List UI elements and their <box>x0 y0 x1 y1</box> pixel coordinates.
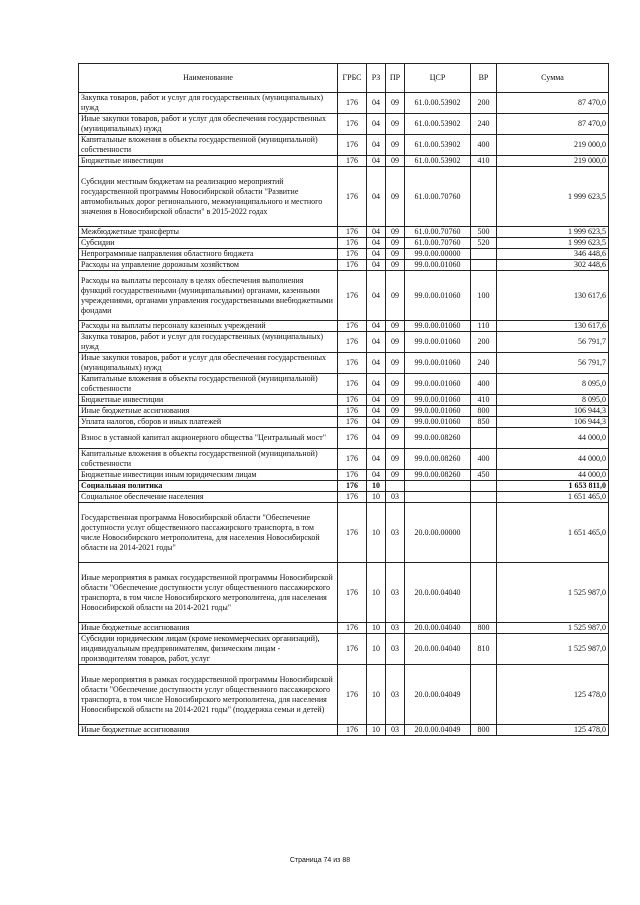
cell-rz: 04 <box>367 249 386 260</box>
cell-pr: 09 <box>386 470 405 481</box>
cell-csr: 99.0.00.01060 <box>405 406 471 417</box>
cell-csr: 61.0.00.70760 <box>405 238 471 249</box>
cell-pr: 03 <box>386 492 405 503</box>
cell-pr: 09 <box>386 321 405 332</box>
table-row <box>79 156 609 167</box>
cell-pr: 03 <box>386 665 405 725</box>
cell-vr <box>471 249 497 260</box>
cell-sum: 87 470,0 <box>497 114 609 135</box>
cell-grbs: 176 <box>338 449 367 470</box>
cell-pr: 03 <box>386 563 405 623</box>
table-row <box>79 449 609 470</box>
cell-name: Бюджетные инвестиции иным юридическим лицам <box>79 470 338 481</box>
table-row <box>79 238 609 249</box>
cell-pr: 09 <box>386 135 405 156</box>
cell-rz: 04 <box>367 238 386 249</box>
cell-name: Закупка товаров, работ и услуг для государственных (муниципальных) нужд <box>79 93 338 114</box>
cell-grbs: 176 <box>338 374 367 395</box>
cell-vr <box>471 481 497 492</box>
cell-sum: 1 999 623,5 <box>497 227 609 238</box>
cell-pr: 09 <box>386 167 405 227</box>
budget-table <box>78 63 609 736</box>
cell-name: Субсидии юридическим лицам (кроме некоммерческих организаций), индивидуальным предпринимателям, физическим лицам - производителям товаров, работ, услуг <box>79 634 338 665</box>
cell-sum: 1 999 623,5 <box>497 167 609 227</box>
cell-sum: 130 617,6 <box>497 271 609 321</box>
header-grbs: ГРБС <box>338 64 367 93</box>
cell-sum: 1 653 811,0 <box>497 481 609 492</box>
cell-rz: 04 <box>367 395 386 406</box>
table-row <box>79 321 609 332</box>
cell-rz: 04 <box>367 156 386 167</box>
cell-name: Иные мероприятия в рамках государственной программы Новосибирской области "Обеспечение доступности услуг общественного пассажирского транспорта, в том числе Новосибирского метрополитена, для населения Новосибирской области на 2014-2021 годы" <box>79 563 338 623</box>
cell-sum: 1 525 987,0 <box>497 563 609 623</box>
cell-vr: 410 <box>471 395 497 406</box>
cell-rz: 10 <box>367 665 386 725</box>
header-sum: Сумма <box>497 64 609 93</box>
table-row <box>79 260 609 271</box>
cell-pr: 09 <box>386 395 405 406</box>
cell-sum: 87 470,0 <box>497 93 609 114</box>
header-csr: ЦСР <box>405 64 471 93</box>
cell-grbs: 176 <box>338 481 367 492</box>
page-number: Страница 74 из 88 <box>289 857 351 864</box>
cell-csr: 99.0.00.01060 <box>405 395 471 406</box>
cell-pr: 09 <box>386 156 405 167</box>
cell-grbs: 176 <box>338 492 367 503</box>
cell-name: Иные бюджетные ассигнования <box>79 623 338 634</box>
table-row <box>79 503 609 563</box>
cell-pr: 09 <box>386 114 405 135</box>
cell-csr: 20.0.00.00000 <box>405 503 471 563</box>
cell-csr: 61.0.00.53902 <box>405 93 471 114</box>
cell-rz: 04 <box>367 470 386 481</box>
cell-sum: 125 478,0 <box>497 725 609 736</box>
cell-pr: 09 <box>386 227 405 238</box>
cell-csr: 99.0.00.00000 <box>405 249 471 260</box>
header-name: Наименование <box>79 64 338 93</box>
table-row <box>79 417 609 428</box>
cell-vr: 100 <box>471 271 497 321</box>
cell-name: Социальное обеспечение населения <box>79 492 338 503</box>
header-pr: ПР <box>386 64 405 93</box>
cell-vr: 400 <box>471 449 497 470</box>
table-row <box>79 249 609 260</box>
cell-csr: 99.0.00.01060 <box>405 260 471 271</box>
cell-grbs: 176 <box>338 725 367 736</box>
cell-csr: 61.0.00.53902 <box>405 114 471 135</box>
table-header-row <box>79 64 609 93</box>
cell-csr: 99.0.00.08260 <box>405 470 471 481</box>
cell-vr <box>471 167 497 227</box>
cell-rz: 04 <box>367 135 386 156</box>
cell-vr: 500 <box>471 227 497 238</box>
cell-vr: 800 <box>471 623 497 634</box>
table-row <box>79 634 609 665</box>
cell-rz: 04 <box>367 260 386 271</box>
cell-csr: 99.0.00.01060 <box>405 271 471 321</box>
table-row <box>79 227 609 238</box>
cell-csr: 61.0.00.53902 <box>405 156 471 167</box>
cell-rz: 10 <box>367 503 386 563</box>
cell-pr: 03 <box>386 725 405 736</box>
cell-name: Субсидии <box>79 238 338 249</box>
cell-rz: 04 <box>367 271 386 321</box>
cell-name: Уплата налогов, сборов и иных платежей <box>79 417 338 428</box>
cell-csr: 20.0.00.04040 <box>405 563 471 623</box>
cell-csr: 99.0.00.01060 <box>405 353 471 374</box>
cell-pr: 09 <box>386 271 405 321</box>
cell-sum: 1 999 623,5 <box>497 238 609 249</box>
cell-rz: 04 <box>367 227 386 238</box>
cell-csr: 99.0.00.08260 <box>405 449 471 470</box>
cell-sum: 106 944,3 <box>497 406 609 417</box>
cell-csr <box>405 492 471 503</box>
cell-grbs: 176 <box>338 321 367 332</box>
cell-grbs: 176 <box>338 395 367 406</box>
header-rz: РЗ <box>367 64 386 93</box>
cell-name: Непрограммные направления областного бюджета <box>79 249 338 260</box>
cell-rz: 04 <box>367 114 386 135</box>
cell-pr: 09 <box>386 374 405 395</box>
cell-csr: 20.0.00.04049 <box>405 665 471 725</box>
cell-grbs: 176 <box>338 227 367 238</box>
table-row <box>79 470 609 481</box>
cell-name: Бюджетные инвестиции <box>79 156 338 167</box>
cell-grbs: 176 <box>338 114 367 135</box>
cell-grbs: 176 <box>338 503 367 563</box>
table-row <box>79 135 609 156</box>
cell-sum: 56 791,7 <box>497 332 609 353</box>
cell-rz: 04 <box>367 428 386 449</box>
cell-vr: 400 <box>471 374 497 395</box>
cell-rz: 10 <box>367 481 386 492</box>
table-row <box>79 725 609 736</box>
cell-sum: 1 651 465,0 <box>497 492 609 503</box>
cell-vr: 810 <box>471 634 497 665</box>
cell-sum: 125 478,0 <box>497 665 609 725</box>
cell-name: Иные закупки товаров, работ и услуг для обеспечения государственных (муниципальных) нужд <box>79 114 338 135</box>
cell-sum: 8 095,0 <box>497 374 609 395</box>
cell-sum: 1 651 465,0 <box>497 503 609 563</box>
table-row <box>79 665 609 725</box>
table-row <box>79 481 609 492</box>
cell-grbs: 176 <box>338 167 367 227</box>
cell-pr: 09 <box>386 449 405 470</box>
cell-vr: 800 <box>471 725 497 736</box>
cell-pr: 03 <box>386 634 405 665</box>
cell-grbs: 176 <box>338 93 367 114</box>
cell-rz: 04 <box>367 332 386 353</box>
cell-sum: 346 448,6 <box>497 249 609 260</box>
cell-grbs: 176 <box>338 135 367 156</box>
cell-rz: 04 <box>367 374 386 395</box>
cell-rz: 10 <box>367 492 386 503</box>
table-row <box>79 428 609 449</box>
cell-vr: 850 <box>471 417 497 428</box>
cell-rz: 04 <box>367 321 386 332</box>
cell-sum: 219 000,0 <box>497 135 609 156</box>
cell-vr: 200 <box>471 332 497 353</box>
cell-csr: 99.0.00.01060 <box>405 417 471 428</box>
cell-vr: 200 <box>471 93 497 114</box>
cell-name: Расходы на выплаты персоналу в целях обеспечения выполнения функций государственными (муниципальными) органами, казенными учреждениями, органами управления государственными внебюджетными фондами <box>79 271 338 321</box>
cell-sum: 44 000,0 <box>497 470 609 481</box>
table-row <box>79 93 609 114</box>
cell-grbs: 176 <box>338 406 367 417</box>
cell-pr: 09 <box>386 417 405 428</box>
cell-pr: 03 <box>386 503 405 563</box>
cell-csr: 61.0.00.70760 <box>405 167 471 227</box>
table-row <box>79 353 609 374</box>
table-row <box>79 492 609 503</box>
cell-sum: 130 617,6 <box>497 321 609 332</box>
cell-grbs: 176 <box>338 156 367 167</box>
table-row <box>79 374 609 395</box>
cell-vr: 800 <box>471 406 497 417</box>
cell-rz: 10 <box>367 725 386 736</box>
cell-sum: 106 944,3 <box>497 417 609 428</box>
table-row <box>79 563 609 623</box>
cell-pr: 09 <box>386 332 405 353</box>
cell-vr: 240 <box>471 114 497 135</box>
cell-name: Иные бюджетные ассигнования <box>79 725 338 736</box>
cell-grbs: 176 <box>338 249 367 260</box>
table-row <box>79 114 609 135</box>
cell-vr <box>471 503 497 563</box>
cell-csr: 99.0.00.01060 <box>405 332 471 353</box>
cell-grbs: 176 <box>338 470 367 481</box>
cell-pr: 03 <box>386 623 405 634</box>
cell-rz: 10 <box>367 634 386 665</box>
cell-grbs: 176 <box>338 260 367 271</box>
cell-rz: 04 <box>367 167 386 227</box>
cell-rz: 04 <box>367 93 386 114</box>
cell-rz: 04 <box>367 353 386 374</box>
cell-name: Бюджетные инвестиции <box>79 395 338 406</box>
cell-pr: 09 <box>386 249 405 260</box>
cell-vr: 240 <box>471 353 497 374</box>
cell-vr: 450 <box>471 470 497 481</box>
cell-sum: 44 000,0 <box>497 449 609 470</box>
cell-name: Иные закупки товаров, работ и услуг для обеспечения государственных (муниципальных) нужд <box>79 353 338 374</box>
cell-grbs: 176 <box>338 353 367 374</box>
cell-sum: 8 095,0 <box>497 395 609 406</box>
cell-name: Взнос в уставной капитал акционерного общества "Центральный мост" <box>79 428 338 449</box>
cell-csr: 61.0.00.70760 <box>405 227 471 238</box>
cell-csr: 61.0.00.53902 <box>405 135 471 156</box>
cell-name: Межбюджетные трансферты <box>79 227 338 238</box>
cell-vr: 520 <box>471 238 497 249</box>
cell-vr: 110 <box>471 321 497 332</box>
cell-csr: 20.0.00.04049 <box>405 725 471 736</box>
cell-name: Закупка товаров, работ и услуг для государственных (муниципальных) нужд <box>79 332 338 353</box>
cell-csr: 99.0.00.08260 <box>405 428 471 449</box>
cell-pr: 09 <box>386 238 405 249</box>
cell-grbs: 176 <box>338 665 367 725</box>
cell-csr: 20.0.00.04040 <box>405 623 471 634</box>
cell-name: Расходы на управление дорожным хозяйством <box>79 260 338 271</box>
cell-name: Субсидии местным бюджетам на реализацию мероприятий государственной программы Новосибирской области "Развитие автомобильных дорог регионального, межмуниципального и местного значения в Новосибирской области" в 2015-2022 годах <box>79 167 338 227</box>
cell-grbs: 176 <box>338 271 367 321</box>
cell-grbs: 176 <box>338 238 367 249</box>
cell-grbs: 176 <box>338 563 367 623</box>
cell-sum: 44 000,0 <box>497 428 609 449</box>
cell-vr <box>471 492 497 503</box>
table-row <box>79 271 609 321</box>
cell-sum: 56 791,7 <box>497 353 609 374</box>
cell-grbs: 176 <box>338 332 367 353</box>
cell-name: Расходы на выплаты персоналу казенных учреждений <box>79 321 338 332</box>
cell-grbs: 176 <box>338 428 367 449</box>
cell-name: Капитальные вложения в объекты государственной (муниципальной) собственности <box>79 374 338 395</box>
table-row <box>79 167 609 227</box>
cell-pr <box>386 481 405 492</box>
cell-csr: 20.0.00.04040 <box>405 634 471 665</box>
cell-pr: 09 <box>386 353 405 374</box>
cell-grbs: 176 <box>338 623 367 634</box>
cell-rz: 10 <box>367 563 386 623</box>
cell-name: Социальная политика <box>79 481 338 492</box>
cell-pr: 09 <box>386 260 405 271</box>
cell-vr <box>471 563 497 623</box>
table-row <box>79 332 609 353</box>
cell-name: Иные бюджетные ассигнования <box>79 406 338 417</box>
header-vr: ВР <box>471 64 497 93</box>
table-row <box>79 395 609 406</box>
cell-csr: 99.0.00.01060 <box>405 374 471 395</box>
cell-rz: 04 <box>367 449 386 470</box>
cell-name: Иные мероприятия в рамках государственной программы Новосибирской области "Обеспечение доступности услуг общественного пассажирского транспорта, в том числе Новосибирского метрополитена, для населения Новосибирской области на 2014-2021 годы" (поддержка семьи и детей) <box>79 665 338 725</box>
cell-sum: 1 525 987,0 <box>497 634 609 665</box>
cell-vr: 410 <box>471 156 497 167</box>
table-row <box>79 623 609 634</box>
cell-sum: 1 525 987,0 <box>497 623 609 634</box>
cell-vr: 400 <box>471 135 497 156</box>
cell-rz: 04 <box>367 406 386 417</box>
cell-grbs: 176 <box>338 634 367 665</box>
cell-grbs: 176 <box>338 417 367 428</box>
cell-rz: 04 <box>367 417 386 428</box>
cell-vr <box>471 260 497 271</box>
cell-vr <box>471 665 497 725</box>
cell-pr: 09 <box>386 428 405 449</box>
table-body <box>79 93 609 736</box>
cell-name: Капитальные вложения в объекты государственной (муниципальной) собственности <box>79 135 338 156</box>
cell-vr <box>471 428 497 449</box>
cell-sum: 219 000,0 <box>497 156 609 167</box>
cell-name: Государственная программа Новосибирской области "Обеспечение доступности услуг общественного пассажирского транспорта, в том числе Новосибирского метрополитена, для населения Новосибирской области на 2014-2021 годы" <box>79 503 338 563</box>
cell-csr <box>405 481 471 492</box>
cell-name: Капитальные вложения в объекты государственной (муниципальной) собственности <box>79 449 338 470</box>
cell-rz: 10 <box>367 623 386 634</box>
cell-pr: 09 <box>386 93 405 114</box>
cell-csr: 99.0.00.01060 <box>405 321 471 332</box>
cell-pr: 09 <box>386 406 405 417</box>
cell-sum: 302 448,6 <box>497 260 609 271</box>
table-row <box>79 406 609 417</box>
